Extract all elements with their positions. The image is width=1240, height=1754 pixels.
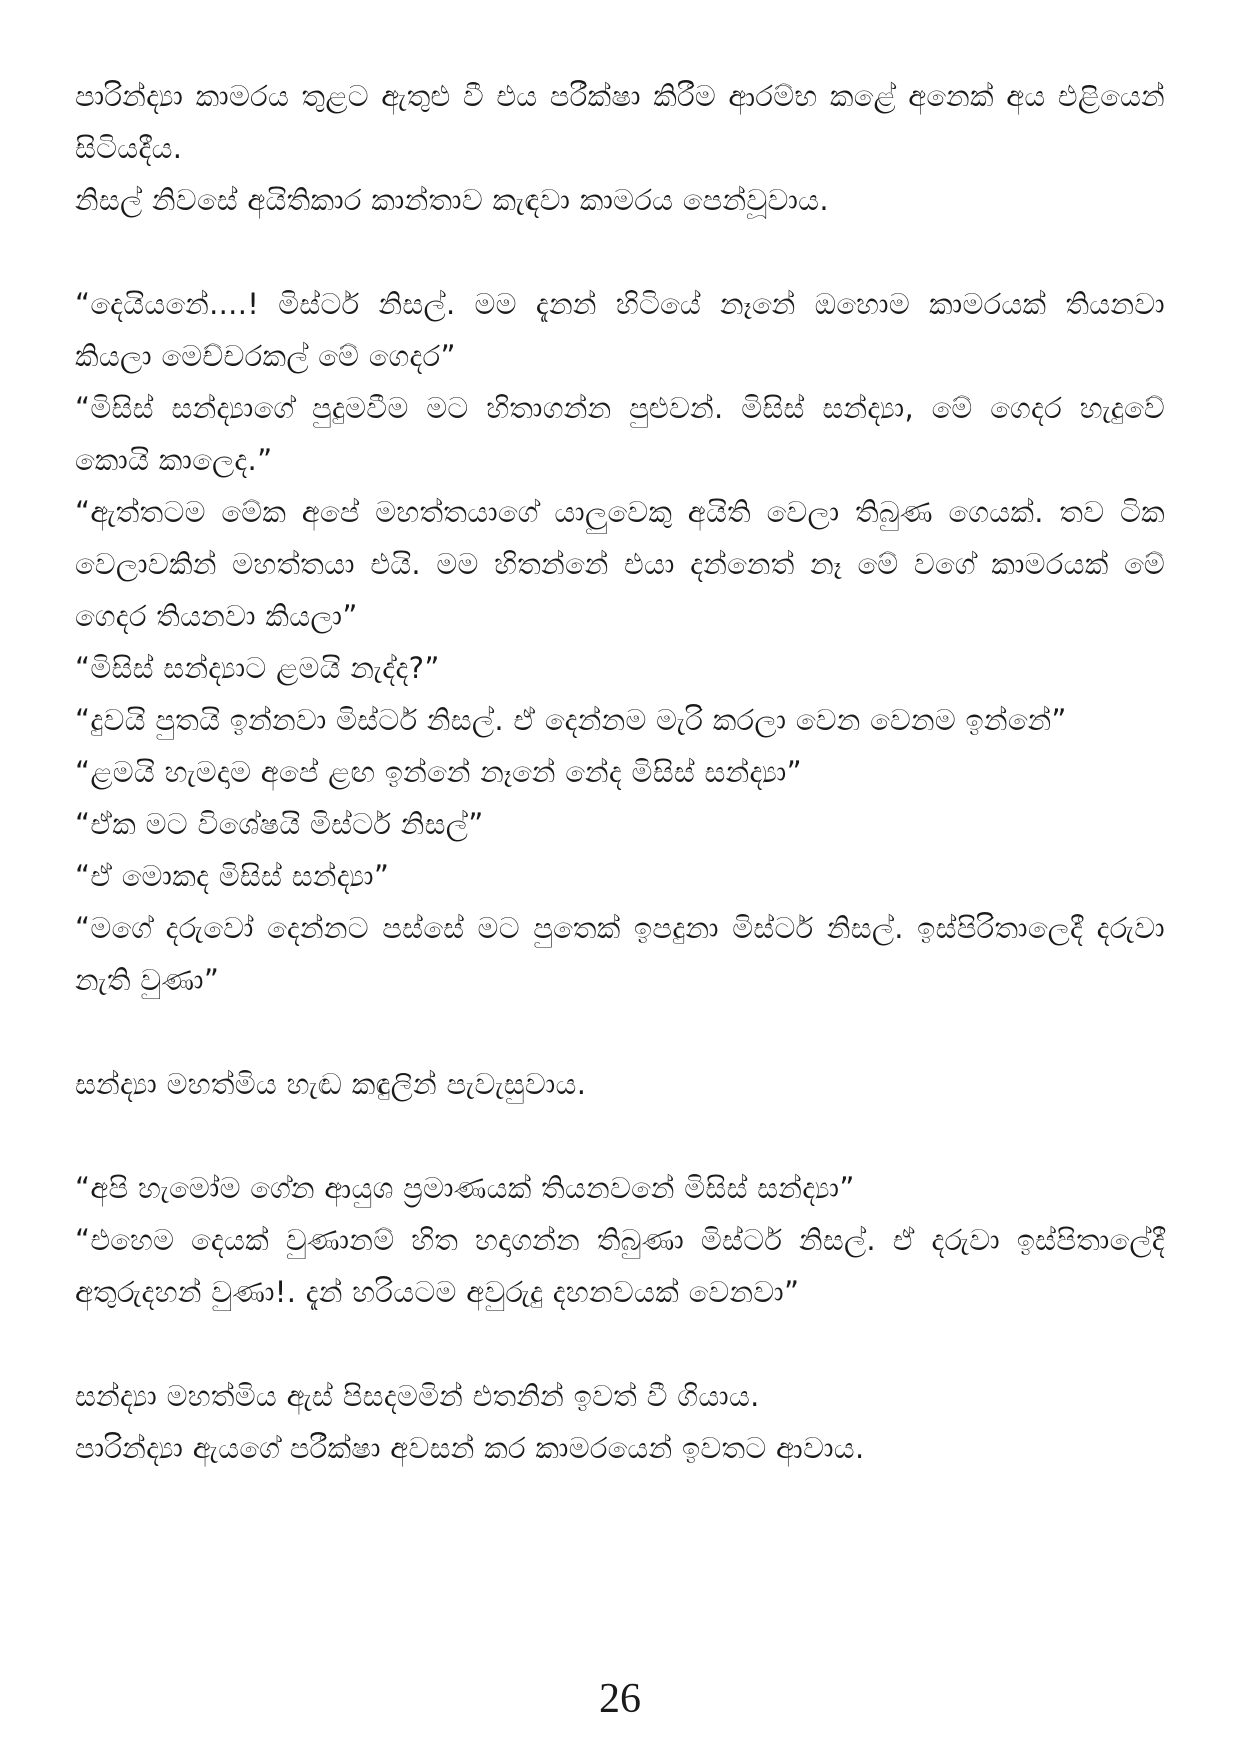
dialogue-line: “එහෙම දෙයක් වුණානම් හිත හදාගන්න තිබුණා මිස්ටර් නිසල්. ඒ දරුවා ඉස්පිතාලේදී අතුරුදහන් වුණා!. දැන් හරියටම අවුරුදු දහනවයක් වෙනවා” (75, 1223, 1165, 1309)
dialogue-line: “ඇත්තටම මේක අපේ මහත්තයාගේ යාලුවෙකු අයිති වෙලා තිබුණ ගෙයක්. තව ටික වෙලාවකින් මහත්තයා එයි. මම හිතන්නේ එයා දන්නෙත් නෑ මේ වගේ කාමරයක් මේ ගෙදර තියනවා කියලා” (75, 495, 1165, 633)
dialogue-line: “ඒ මොකද මිසිස් සන්ද්‍යා” (75, 859, 390, 893)
paragraph: පාරින්ද්‍යා කාමරය තුළට ඇතුළු වී එය පරීක්ෂා කිරීම ආරම්භ කළේ අනෙක් අය එළියෙන් සිටියදීය. (75, 79, 1165, 165)
dialogue-line: “මගේ දරුවෝ දෙන්නට පස්සේ මට පුතෙක් ඉපදුනා මිස්ටර් නිසල්. ඉස්පිරිතාලෙදී දරුවා නැති වුණා” (75, 911, 1165, 997)
page-number: 26 (599, 1676, 641, 1722)
page-text (75, 70, 1165, 1474)
dialogue-line: “දුවයි පුතයි ඉන්නවා මිස්ටර් නිසල්. ඒ දෙන්නම මැරි කරලා වෙන වෙනම ඉන්නේ” (75, 703, 1067, 737)
dialogue-line: “ඒක මට විශේෂයි මිස්ටර් නිසල්” (75, 807, 484, 841)
paragraph-gap (75, 1318, 1165, 1370)
paragraph-gap (75, 1110, 1165, 1162)
dialogue-line: “ළමයි හැමදාම අපේ ළඟ ඉන්නේ නෑනේ නේද මිසිස් සන්ද්‍යා” (75, 755, 802, 789)
paragraph-gap (75, 1006, 1165, 1058)
dialogue-line: “මිසිස් සන්ද්‍යාට ළමයි නැද්ද?” (75, 651, 440, 685)
paragraph-gap (75, 226, 1165, 278)
paragraph: නිසල් නිවසේ අයිතිකාර කාන්තාව කැඳවා කාමරය පෙන්වූවාය. (75, 183, 829, 217)
dialogue-line: “මිසිස් සන්ද්‍යාගේ පුදුමවීම මට හිතාගන්න පුළුවන්. මිසිස් සන්ද්‍යා, මේ ගෙදර හැදුවේ කොයි කාලෙද.” (75, 391, 1165, 477)
paragraph: පාරින්ද්‍යා ඇයගේ පරීක්ෂා අවසන් කර කාමරයෙන් ඉවතට ආවාය. (75, 1431, 865, 1465)
paragraph: සන්ද්‍යා මහත්මිය ඇස් පිසදමමින් එතනින් ඉවත් වී ගියාය. (75, 1379, 760, 1413)
dialogue-line: “අපි හැමෝම ගේන ආයුශ ප්‍රමාණයක් තියනවනේ මිසිස් සන්ද්‍යා” (75, 1171, 855, 1205)
paragraph: සන්ද්‍යා මහත්මිය හැඬ කඳුලින් පැවැසුවාය. (75, 1067, 587, 1101)
dialogue-line: “දෙයියනේ....! මිස්ටර් නිසල්. මම දැනන් හිටියේ නෑනේ ඔහොම කාමරයක් තියනවා කියලා මෙච්චරකල් මේ ගෙදර” (75, 287, 1165, 373)
